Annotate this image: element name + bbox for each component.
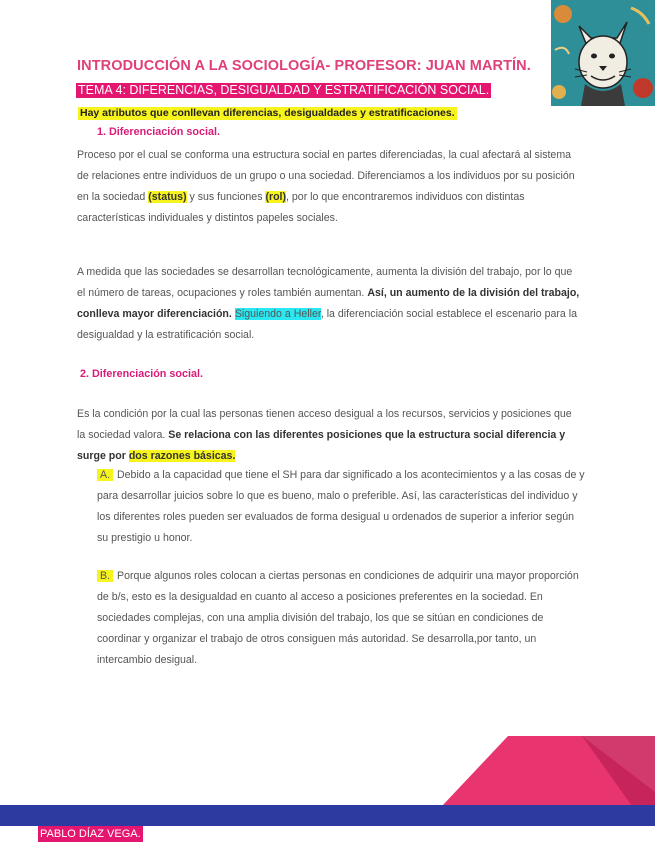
paragraph-text: , por lo que encontraremos individuos con distintas características individuales y distintos papeles sociales. <box>77 191 525 224</box>
paragraph-text: A medida que las sociedades se desarrollan tecnológicamente, aumenta la división del trabajo, por lo que el número de tareas, ocupaciones y roles también aumentan. <box>77 266 573 299</box>
section-1-paragraph-2 <box>77 262 582 346</box>
footer-decoration <box>442 736 655 806</box>
heller-highlight: Siguiendo a Heller <box>234 308 321 320</box>
paragraph-text: , la diferenciación social establece el escenario para la desigualdad y la estratificación social. <box>77 308 577 341</box>
list-item-b <box>97 566 587 671</box>
list-marker: A. <box>97 469 113 481</box>
paragraph-text: Es la condición por la cual las personas tienen acceso desigual a los recursos, servicios y posiciones que la sociedad valora. <box>77 408 572 441</box>
list-item-text: Porque algunos roles colocan a ciertas personas en condiciones de adquirir una mayor proporción de b/s, esto es la desigualdad en cuanto al acceso a posiciones preferentes en la sociedad. En sociedades complejas, con una amplia división del trabajo, los que se sitúan en condiciones de coordinar y organizar el trabajo de otros consiguen más autoridad. Se desarrolla,por tanto, un intercambio desigual. <box>97 570 579 666</box>
paragraph-text: y sus funciones <box>186 191 266 203</box>
list-marker: B. <box>97 570 113 582</box>
intro-line: Hay atributos que conllevan diferencias, desigualdades y estratificaciones. <box>80 107 455 119</box>
document-subtitle: TEMA 4: DIFERENCIAS, DESIGUALDAD Y ESTRATIFICACIÓN SOCIAL. <box>78 83 490 97</box>
bold-statement: Se relaciona con las diferentes posiciones que la estructura social diferencia y surge por <box>77 429 566 462</box>
list-item-text: Debido a la capacidad que tiene el SH para dar significado a los acontecimientos y a las cosas de y para desarrollar juicios sobre lo que es bueno, malo o preferible. Así, las características del individuo y los diferentes roles pueden ser evaluados de forma desigual u ordenados de superior a inferior según su prestigio u honor. <box>97 469 585 544</box>
section-1-heading: 1. Diferenciación social. <box>97 126 221 138</box>
paragraph-text: Proceso por el cual se conforma una estructura social en partes diferenciadas, la cual afectará al sistema de relaciones entre individuos de un grupo o una sociedad. Diferenciamos a los individuos por su posición en la sociedad <box>77 149 575 203</box>
two-reasons-highlight: dos razones básicas. <box>128 450 236 462</box>
status-highlight: (status) <box>148 191 187 203</box>
footer-bar <box>0 805 655 826</box>
bold-statement: Así, un aumento de la división del trabajo, conlleva mayor diferenciación. <box>77 287 580 320</box>
section-2-heading: 2. Diferenciación social. <box>80 368 204 380</box>
section-2-paragraph-1 <box>77 404 582 467</box>
list-item-a <box>97 465 587 549</box>
document-title: INTRODUCCIÓN A LA SOCIOLOGÍA- PROFESOR: JUAN MARTÍN. <box>77 58 531 74</box>
cat-illustration <box>551 0 655 106</box>
section-1-paragraph-1 <box>77 145 582 229</box>
author-name: PABLO DÍAZ VEGA. <box>40 828 141 840</box>
rol-highlight: (rol) <box>265 191 287 203</box>
